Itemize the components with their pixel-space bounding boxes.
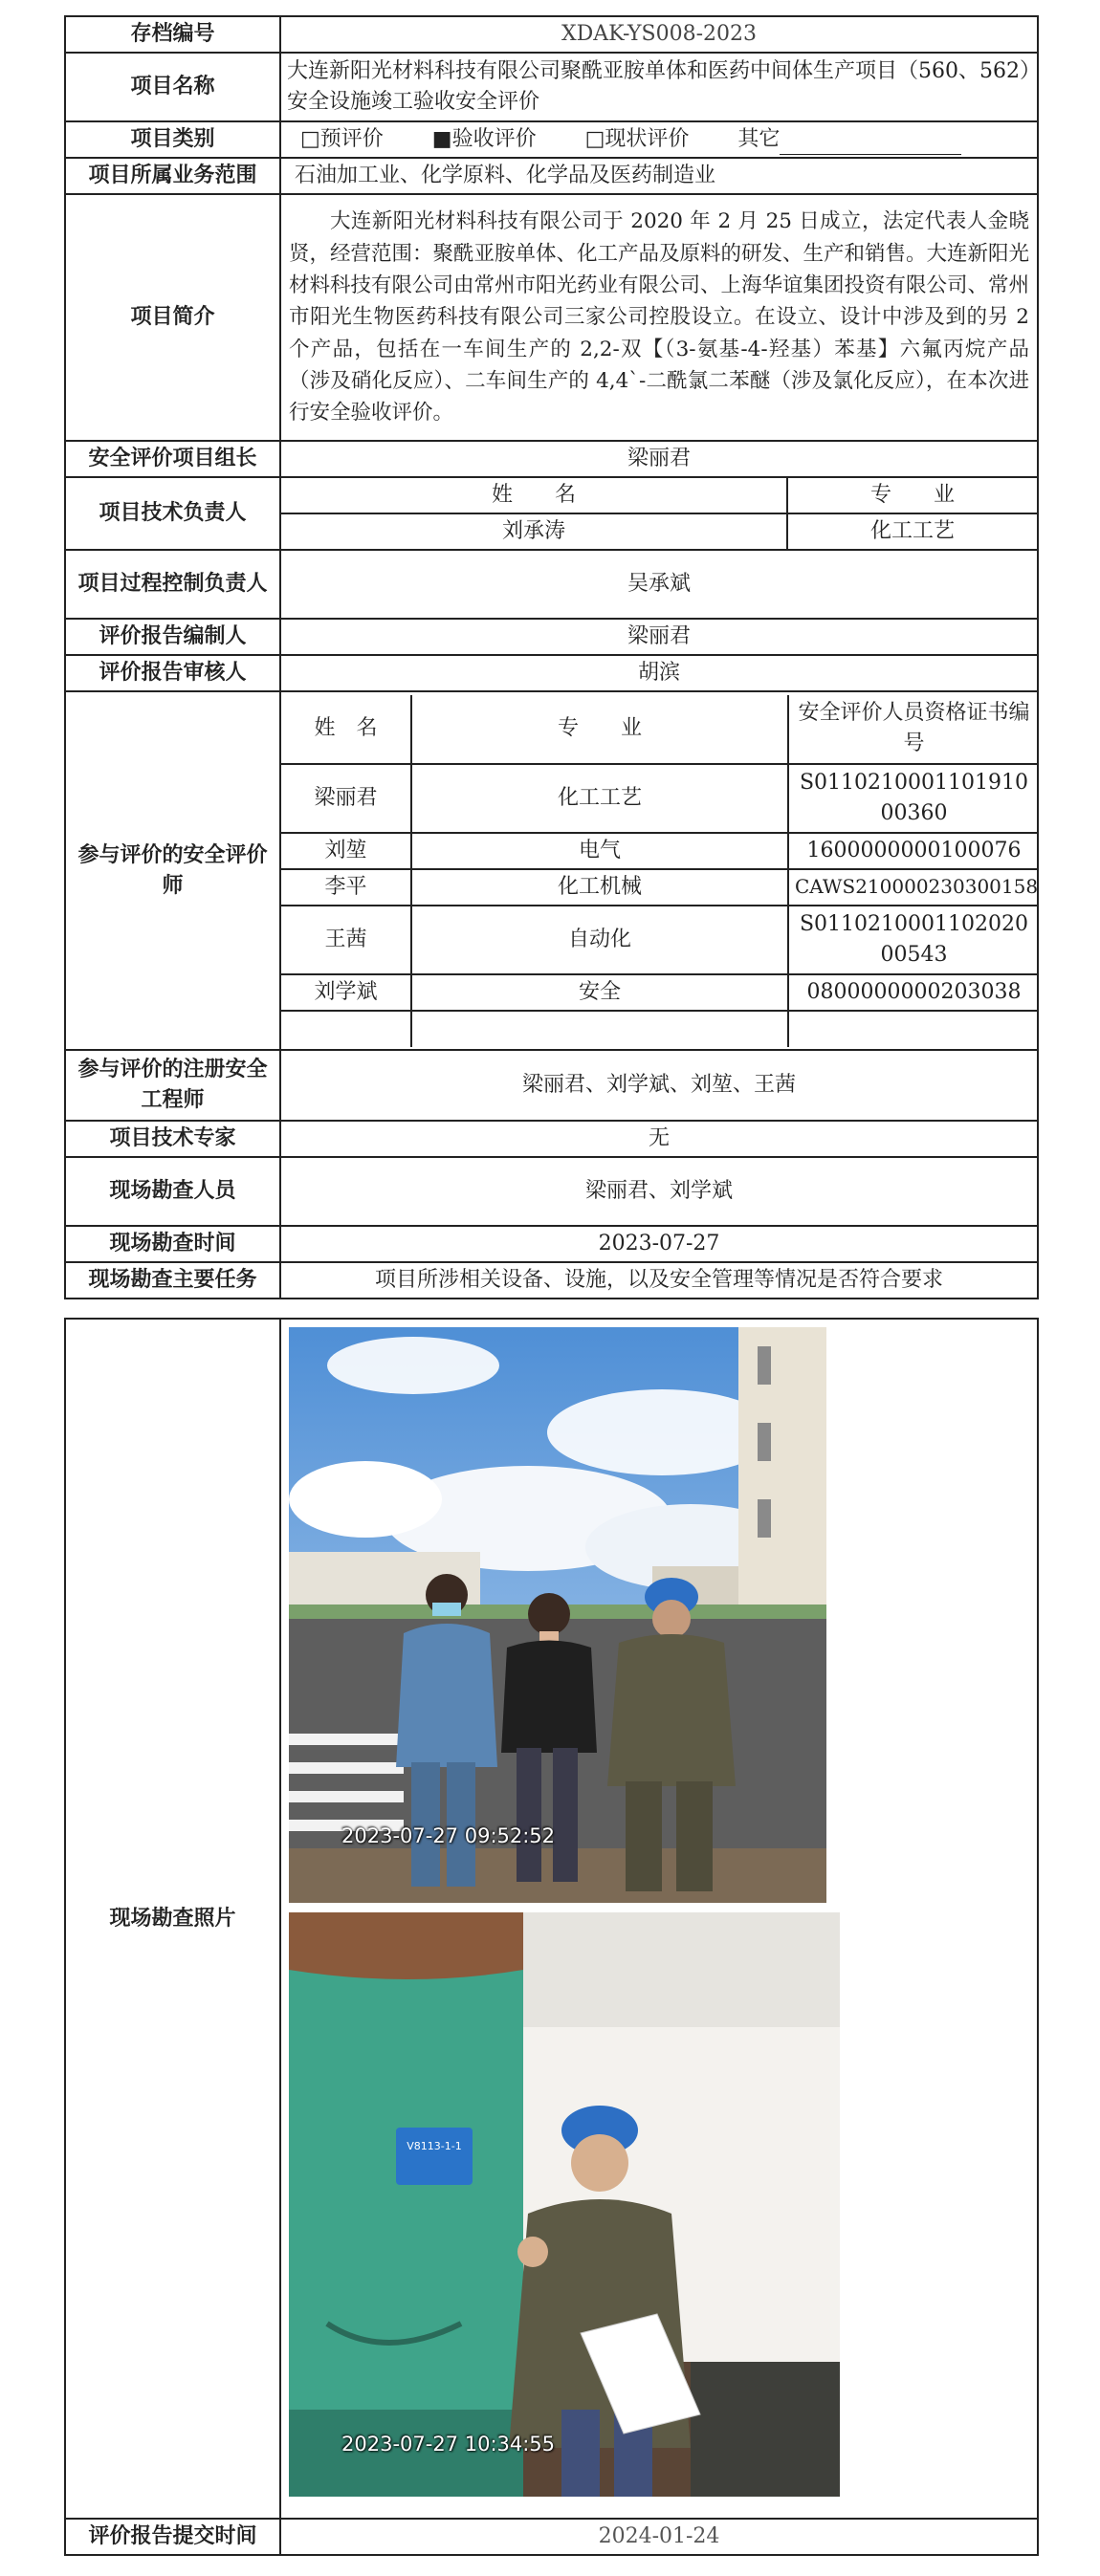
evaluator-name: 刘堃	[281, 833, 411, 869]
business-scope-label: 项目所属业务范围	[65, 158, 280, 194]
evaluator-major: 化工机械	[411, 869, 788, 906]
survey-photo-tank	[289, 1912, 840, 2497]
tech-lead-label: 项目技术负责人	[65, 477, 280, 550]
evaluators-table	[281, 695, 1039, 1047]
evaluator-major-header: 专 业	[411, 695, 788, 764]
photo1-timestamp: 2023-07-27 09:52:52	[341, 1823, 556, 1847]
project-type-label: 项目类别	[65, 121, 280, 158]
tank-label-plate	[396, 2128, 473, 2185]
evaluator-major: 电气	[411, 833, 788, 869]
survey-task-label: 现场勘查主要任务	[65, 1262, 280, 1299]
tech-lead-major: 化工工艺	[787, 513, 1038, 550]
archive-number: XDAK-YS008-2023	[280, 16, 1038, 53]
tech-lead-major-header: 专 业	[787, 477, 1038, 513]
submit-time: 2024-01-24	[280, 2519, 1038, 2555]
report-reviewer: 胡滨	[280, 655, 1038, 691]
project-name: 大连新阳光材料科技有限公司聚酰亚胺单体和医药中间体生产项目（560、562）安全设施竣工验收安全评价	[280, 53, 1038, 121]
tech-expert: 无	[280, 1121, 1038, 1157]
report-compiler: 梁丽君	[280, 619, 1038, 655]
archive-label: 存档编号	[65, 16, 280, 53]
outdoor-photo-image	[289, 1327, 826, 1903]
photo-table	[64, 1318, 1039, 2556]
evaluator-cert	[788, 1011, 1039, 1047]
evaluator-cert: S011021000110191000360	[788, 764, 1039, 833]
survey-staff: 梁丽君、刘学斌	[280, 1157, 1038, 1226]
project-intro: 大连新阳光材料科技有限公司于 2020 年 2 月 25 日成立，法定代表人金晓贤，经营范围：聚酰亚胺单体、化工产品及原料的研发、生产和销售。大连新阳光材料科技有限公司由常州市阳光药业有限公司、上海华谊集团投资有限公司、常州市阳光生物医药科技有限公司三家公司控股设立。在设立、设计中涉及到的另 2 个产品，包括在一车间生产的 2,2-双【（3-氨基-4-羟基）苯基】六氟丙烷产品（涉及硝化反应）、二车间生产的 4,4`-二酰氯二苯醚（涉及氯化反应），在本次进行安全验收评价。	[280, 194, 1038, 441]
project-type-options	[280, 121, 1038, 158]
business-scope: 石油加工业、化学原料、化学品及医药制造业	[280, 158, 1038, 194]
submit-time-label: 评价报告提交时间	[65, 2519, 280, 2555]
survey-time: 2023-07-27	[280, 1226, 1038, 1262]
evaluators-cell	[280, 691, 1038, 1050]
survey-time-label: 现场勘查时间	[65, 1226, 280, 1262]
compiler-label: 评价报告编制人	[65, 619, 280, 655]
info-table	[64, 15, 1039, 1299]
evaluator-name: 李平	[281, 869, 411, 906]
option-acceptance-evaluation: ■验收评价	[431, 127, 537, 152]
evaluator-major: 安全	[411, 974, 788, 1011]
evaluator-cert: 0800000000203038	[788, 974, 1039, 1011]
photo2-timestamp: 2023-07-27 10:34:55	[341, 2432, 556, 2456]
survey-photos-cell	[280, 1319, 1038, 2519]
registered-engineers: 梁丽君、刘学斌、刘堃、王茜	[280, 1050, 1038, 1121]
survey-task: 项目所涉相关设备、设施，以及安全管理等情况是否符合要求	[280, 1262, 1038, 1299]
option-status-evaluation: □现状评价	[584, 127, 690, 152]
tech-lead-name: 刘承涛	[280, 513, 787, 550]
survey-photos-label: 现场勘查照片	[65, 1319, 280, 2519]
process-lead-label: 项目过程控制负责人	[65, 550, 280, 619]
evaluator-name: 刘学斌	[281, 974, 411, 1011]
evaluator-name: 王茜	[281, 906, 411, 974]
reviewer-label: 评价报告审核人	[65, 655, 280, 691]
evaluator-cert: 1600000000100076	[788, 833, 1039, 869]
process-lead: 吴承斌	[280, 550, 1038, 619]
team-leader: 梁丽君	[280, 441, 1038, 477]
evaluator-name	[281, 1011, 411, 1047]
team-leader-label: 安全评价项目组长	[65, 441, 280, 477]
other-blank-line	[780, 135, 961, 155]
option-pre-evaluation: □预评价	[300, 127, 384, 152]
evaluator-major	[411, 1011, 788, 1047]
tech-expert-label: 项目技术专家	[65, 1121, 280, 1157]
evaluator-name: 梁丽君	[281, 764, 411, 833]
project-name-label: 项目名称	[65, 53, 280, 121]
evaluator-major: 化工工艺	[411, 764, 788, 833]
intro-label: 项目简介	[65, 194, 280, 441]
survey-photo-outdoor	[289, 1327, 826, 1903]
tech-lead-name-header: 姓 名	[280, 477, 787, 513]
tank-photo-image	[289, 1912, 840, 2497]
survey-staff-label: 现场勘查人员	[65, 1157, 280, 1226]
registered-engineers-label: 参与评价的注册安全工程师	[65, 1050, 280, 1121]
evaluator-cert: CAWS210000230300158	[788, 869, 1039, 906]
evaluator-cert-header: 安全评价人员资格证书编号	[788, 695, 1039, 764]
evaluator-cert: S011021000110202000543	[788, 906, 1039, 974]
tank-label-text: V8113-1-1	[407, 2140, 462, 2152]
option-other: 其它	[737, 127, 781, 152]
evaluator-name-header: 姓 名	[281, 695, 411, 764]
evaluator-major: 自动化	[411, 906, 788, 974]
evaluators-label: 参与评价的安全评价师	[65, 691, 280, 1050]
